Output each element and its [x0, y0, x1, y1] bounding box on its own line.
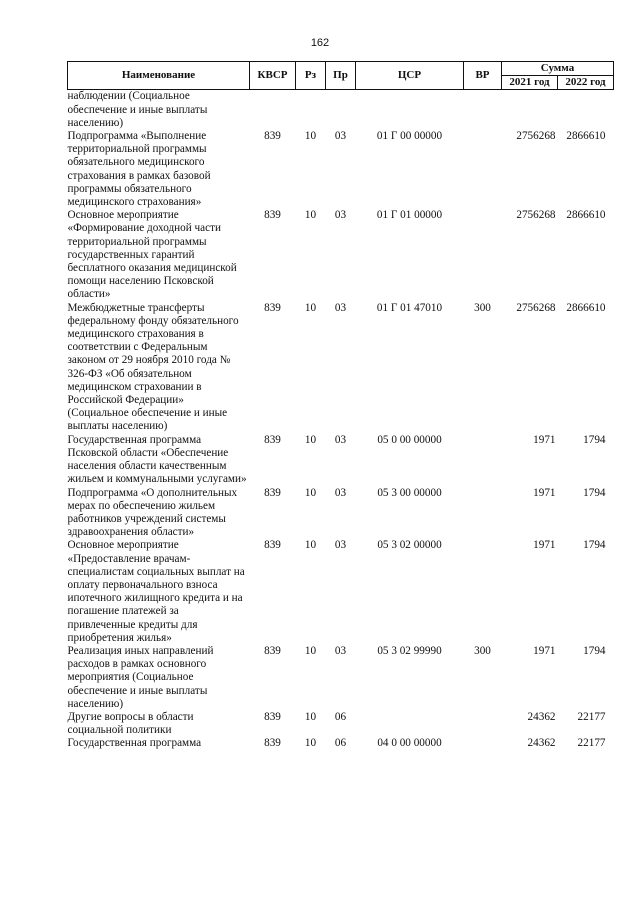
- cell-kvsr: 839: [264, 539, 281, 552]
- cell-csr: 05 0 00 00000: [377, 433, 442, 446]
- cell-csr: 04 0 00 00000: [377, 737, 442, 750]
- cell-csr: 01 Г 01 00000: [376, 209, 443, 222]
- header-vr: ВР: [464, 62, 502, 90]
- page-number: 162: [310, 37, 330, 49]
- cell-sum-2021: 24362: [527, 710, 556, 723]
- cell-rz: 10: [304, 130, 317, 143]
- cell-sum-2021: 24362: [527, 737, 556, 750]
- cell-rz: 10: [304, 710, 317, 723]
- cell-csr: 01 Г 01 47010: [376, 301, 443, 314]
- cell-rz: 10: [304, 486, 317, 499]
- cell-rz: [296, 90, 326, 130]
- table-row: [68, 434, 614, 487]
- cell-vr: [464, 90, 502, 130]
- cell-rz: 10: [304, 539, 317, 552]
- cell-sum-2022: 22177: [577, 737, 606, 750]
- cell-vr: [464, 209, 502, 301]
- cell-rz: 10: [304, 301, 317, 314]
- cell-name: Государственная программа: [67, 737, 202, 750]
- table-row: [68, 539, 614, 645]
- cell-csr: 01 Г 00 00000: [376, 130, 443, 143]
- cell-name: Государственная программа Псковской области «Обеспечение населения области качественным жильем и коммунальными услугами»: [67, 433, 247, 486]
- cell-name: Подпрограмма «Выполнение территориальной программы обязательного медицинского страхования в рамках базовой программы обязательного медицинского страхования»: [67, 130, 211, 209]
- cell-kvsr: [250, 90, 296, 130]
- cell-csr: 05 3 02 00000: [377, 539, 442, 552]
- cell-kvsr: 839: [264, 486, 281, 499]
- cell-vr: [464, 737, 502, 750]
- cell-sum-2021: 1971: [533, 433, 556, 446]
- cell-kvsr: 839: [264, 209, 281, 222]
- cell-pr: 03: [334, 644, 347, 657]
- budget-table: [67, 61, 614, 751]
- cell-vr: [464, 711, 502, 737]
- cell-name: Реализация иных направлений расходов в рамках основного мероприятия (Социальное обеспечение и иные выплаты населению): [67, 644, 214, 710]
- header-year-2021: 2021 год: [502, 76, 558, 90]
- cell-sum-2022: 2866610: [566, 301, 606, 314]
- cell-name: наблюдении (Социальное обеспечение и иные выплаты населению): [67, 90, 208, 129]
- cell-csr: 05 3 02 99990: [377, 644, 442, 657]
- table-row: [68, 487, 614, 540]
- cell-name: Основное мероприятие «Формирование доходной части территориальной программы государственных гарантий бесплатного оказания медицинской помощи населению Псковской области»: [67, 209, 237, 301]
- cell-sum-2021: 1971: [533, 539, 556, 552]
- cell-vr: [464, 539, 502, 645]
- cell-rz: 10: [304, 737, 317, 750]
- cell-vr: [464, 130, 502, 209]
- table-row: [68, 645, 614, 711]
- cell-kvsr: 839: [264, 644, 281, 657]
- cell-sum-2022: 1794: [583, 539, 606, 552]
- cell-pr: [326, 90, 356, 130]
- header-name: Наименование: [68, 62, 250, 90]
- cell-kvsr: 839: [264, 130, 281, 143]
- cell-kvsr: 839: [264, 737, 281, 750]
- header-year-2022: 2022 год: [558, 76, 614, 90]
- header-sum: Сумма: [502, 62, 614, 76]
- cell-sum-2021: [502, 90, 558, 130]
- cell-sum-2021: 2756268: [516, 301, 556, 314]
- cell-csr: [356, 90, 464, 130]
- cell-sum-2021: 1971: [533, 486, 556, 499]
- cell-vr: [464, 487, 502, 540]
- cell-pr: 03: [334, 539, 347, 552]
- header-pr: Пр: [326, 62, 356, 90]
- table-row: [68, 711, 614, 737]
- cell-rz: 10: [304, 209, 317, 222]
- cell-name: Основное мероприятие «Предоставление врачам-специалистам социальных выплат на оплату первоначального взноса ипотечного жилищного кредита и на погашение платежей за привлеченные кредиты для приобретения жилья»: [67, 539, 245, 644]
- cell-sum-2021: 2756268: [516, 130, 556, 143]
- cell-sum-2022: 22177: [577, 710, 606, 723]
- table-row: [68, 130, 614, 209]
- cell-vr: [464, 434, 502, 487]
- table-body: [68, 90, 614, 751]
- cell-sum-2022: 2866610: [566, 130, 606, 143]
- cell-csr: 05 3 00 00000: [377, 486, 442, 499]
- cell-name: Межбюджетные трансферты федеральному фонду обязательного медицинского страхования в соответствии с Федеральным законом от 29 ноября 2010 года № 326-ФЗ «Об обязательном медицинском страховании в Российской Федерации» (Социальное обеспечение и иные выплаты населению): [67, 301, 239, 433]
- cell-pr: 03: [334, 433, 347, 446]
- header-csr: ЦСР: [356, 62, 464, 90]
- cell-rz: 10: [304, 433, 317, 446]
- cell-vr: 300: [474, 301, 491, 314]
- table-header: [68, 62, 614, 90]
- cell-sum-2022: 1794: [583, 486, 606, 499]
- table-row: [68, 209, 614, 301]
- cell-pr: 03: [334, 130, 347, 143]
- cell-pr: 06: [334, 710, 347, 723]
- cell-pr: 03: [334, 486, 347, 499]
- cell-kvsr: 839: [264, 301, 281, 314]
- header-rz: Рз: [296, 62, 326, 90]
- cell-pr: 03: [334, 209, 347, 222]
- table-row: [68, 737, 614, 750]
- cell-kvsr: 839: [264, 710, 281, 723]
- cell-sum-2022: 1794: [583, 644, 606, 657]
- cell-kvsr: 839: [264, 433, 281, 446]
- table-row: [68, 302, 614, 434]
- cell-csr: [356, 711, 464, 737]
- cell-pr: 03: [334, 301, 347, 314]
- cell-rz: 10: [304, 644, 317, 657]
- cell-sum-2022: 2866610: [566, 209, 606, 222]
- cell-sum-2022: [558, 90, 614, 130]
- cell-sum-2021: 2756268: [516, 209, 556, 222]
- cell-sum-2021: 1971: [533, 644, 556, 657]
- cell-sum-2022: 1794: [583, 433, 606, 446]
- cell-vr: 300: [474, 644, 491, 657]
- header-kvsr: КВСР: [250, 62, 296, 90]
- cell-name: Подпрограмма «О дополнительных мерах по обеспечению жильем работников учреждений системы здравоохранения области»: [67, 486, 238, 539]
- table-row: [68, 90, 614, 130]
- cell-pr: 06: [334, 737, 347, 750]
- cell-name: Другие вопросы в области социальной политики: [67, 710, 194, 737]
